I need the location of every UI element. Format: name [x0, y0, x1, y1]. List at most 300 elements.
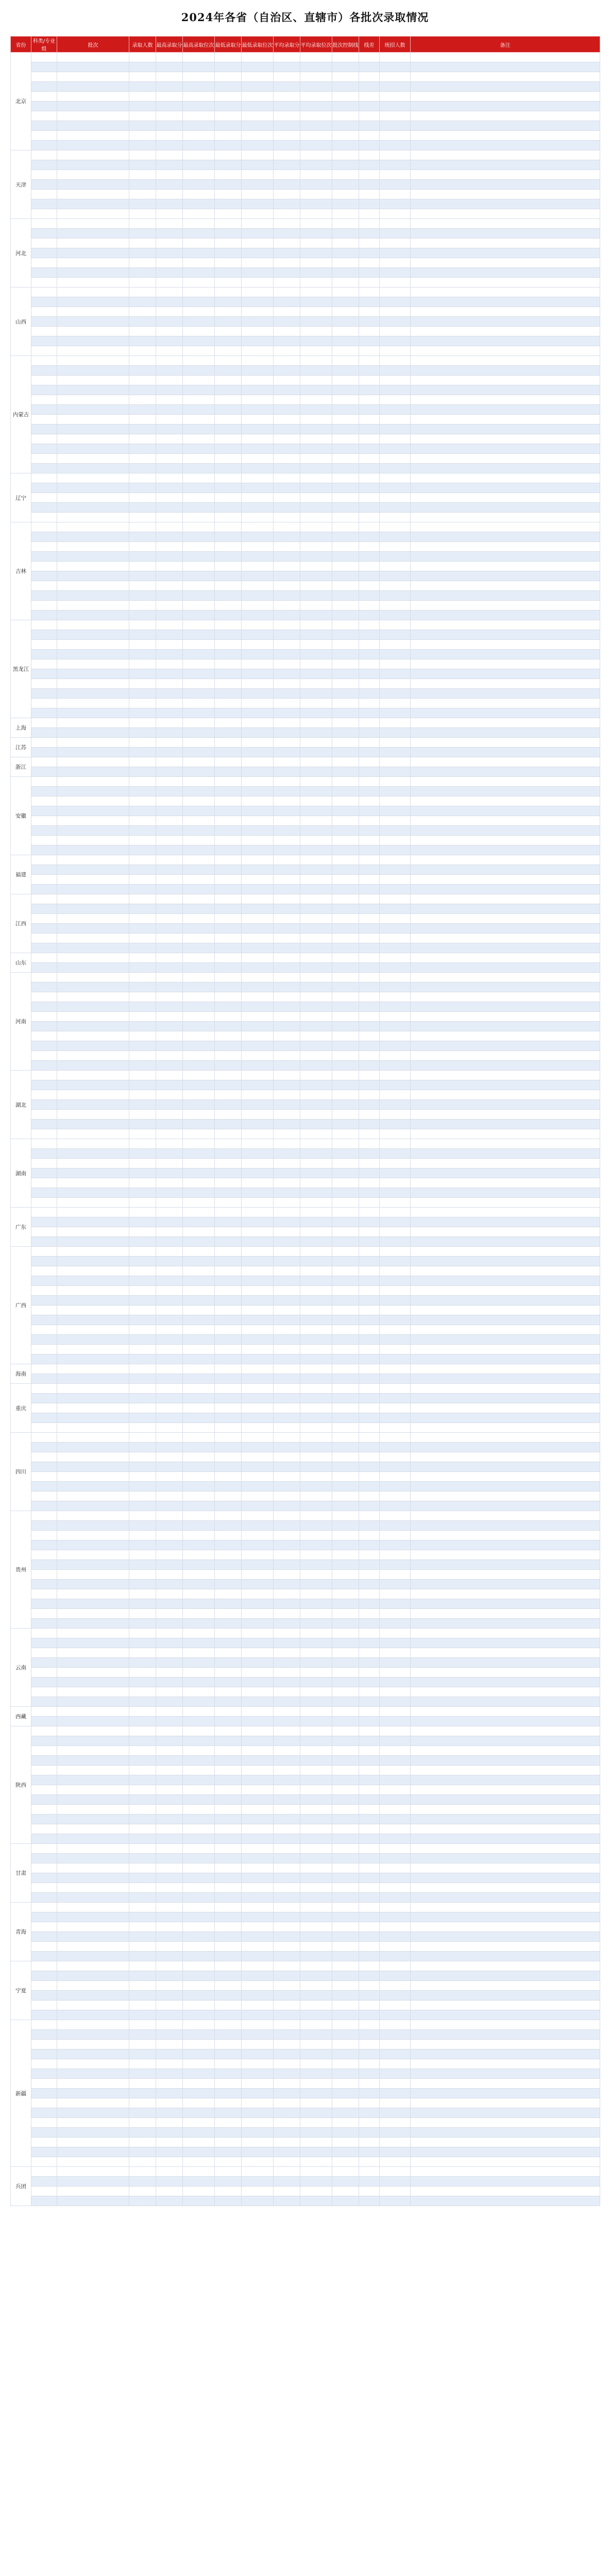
table-cell	[31, 1531, 57, 1540]
table-cell	[57, 796, 129, 806]
table-row	[11, 738, 600, 748]
table-row	[11, 287, 600, 297]
table-cell	[156, 1854, 183, 1863]
table-cell	[156, 1531, 183, 1540]
table-cell	[300, 1766, 332, 1775]
table-cell	[156, 111, 183, 121]
table-cell	[359, 1149, 380, 1159]
table-cell	[215, 111, 242, 121]
table-cell	[411, 219, 600, 229]
table-cell	[156, 640, 183, 650]
table-cell	[57, 855, 129, 865]
table-cell	[183, 1570, 215, 1580]
table-cell	[411, 1648, 600, 1658]
table-cell	[274, 503, 300, 513]
column-header: 线差	[359, 37, 380, 53]
column-header: 备注	[411, 37, 600, 53]
table-cell	[274, 199, 300, 209]
table-cell	[242, 229, 274, 239]
table-cell	[156, 1619, 183, 1629]
table-cell	[183, 777, 215, 787]
table-row	[11, 620, 600, 630]
table-cell	[359, 356, 380, 366]
table-cell	[380, 1756, 411, 1766]
table-cell	[183, 757, 215, 767]
table-cell	[332, 934, 359, 943]
table-cell	[380, 1638, 411, 1648]
table-cell	[380, 1531, 411, 1540]
table-cell	[242, 1423, 274, 1433]
table-cell	[129, 1668, 156, 1677]
table-cell	[215, 894, 242, 904]
table-cell	[332, 1257, 359, 1266]
table-cell	[411, 248, 600, 258]
table-cell	[57, 1031, 129, 1041]
table-cell	[183, 1560, 215, 1570]
table-cell	[57, 708, 129, 718]
table-cell	[242, 865, 274, 875]
table-row	[11, 190, 600, 199]
table-cell	[332, 1824, 359, 1834]
table-cell	[359, 1668, 380, 1677]
table-cell	[57, 1736, 129, 1746]
table-cell	[411, 1766, 600, 1775]
table-cell	[380, 806, 411, 816]
table-cell	[183, 1159, 215, 1168]
table-cell	[274, 219, 300, 229]
table-cell	[380, 1717, 411, 1726]
table-cell	[183, 2020, 215, 2030]
table-cell	[411, 611, 600, 620]
table-cell	[215, 1149, 242, 1159]
table-cell	[380, 2138, 411, 2147]
table-cell	[183, 2069, 215, 2079]
table-cell	[411, 1726, 600, 1736]
table-cell	[156, 1511, 183, 1521]
table-cell	[129, 1991, 156, 2001]
province-cell: 新疆	[11, 2020, 31, 2167]
table-cell	[274, 562, 300, 571]
table-cell	[411, 943, 600, 953]
table-cell	[57, 434, 129, 444]
table-cell	[411, 787, 600, 796]
table-cell	[183, 1482, 215, 1492]
table-row	[11, 1208, 600, 1217]
table-cell	[183, 2059, 215, 2069]
table-cell	[411, 346, 600, 356]
table-cell	[300, 982, 332, 992]
table-row	[11, 875, 600, 885]
table-cell	[359, 150, 380, 160]
table-cell	[332, 1110, 359, 1120]
table-cell	[274, 1100, 300, 1110]
table-cell	[359, 2001, 380, 2010]
table-cell	[129, 865, 156, 875]
table-cell	[57, 1403, 129, 1413]
table-cell	[129, 1717, 156, 1726]
table-cell	[300, 131, 332, 141]
table-cell	[300, 826, 332, 836]
table-cell	[332, 1492, 359, 1501]
table-cell	[242, 239, 274, 248]
table-cell	[57, 1129, 129, 1139]
table-cell	[300, 248, 332, 258]
table-cell	[242, 1403, 274, 1413]
table-cell	[300, 1022, 332, 1031]
table-cell	[57, 1550, 129, 1560]
table-cell	[380, 131, 411, 141]
table-cell	[156, 806, 183, 816]
table-cell	[242, 1100, 274, 1110]
table-cell	[332, 473, 359, 483]
table-row	[11, 1090, 600, 1100]
table-cell	[156, 1687, 183, 1697]
table-cell	[242, 571, 274, 581]
table-cell	[215, 1961, 242, 1971]
table-cell	[380, 1658, 411, 1668]
table-cell	[57, 1071, 129, 1080]
table-cell	[215, 1677, 242, 1687]
table-cell	[274, 689, 300, 699]
table-cell	[31, 356, 57, 366]
table-cell	[57, 483, 129, 493]
table-cell	[300, 1756, 332, 1766]
table-cell	[156, 1090, 183, 1100]
table-cell	[274, 552, 300, 562]
table-cell	[274, 1736, 300, 1746]
table-cell	[274, 1031, 300, 1041]
table-cell	[31, 650, 57, 659]
table-cell	[129, 92, 156, 101]
table-cell	[31, 1071, 57, 1080]
table-cell	[359, 219, 380, 229]
table-cell	[242, 2089, 274, 2098]
table-cell	[300, 1403, 332, 1413]
table-cell	[183, 875, 215, 885]
table-cell	[31, 239, 57, 248]
table-row	[11, 239, 600, 248]
table-cell	[129, 1854, 156, 1863]
table-cell	[57, 748, 129, 757]
table-cell	[359, 1805, 380, 1815]
table-cell	[57, 405, 129, 415]
table-cell	[242, 1824, 274, 1834]
table-cell	[215, 679, 242, 689]
table-cell	[411, 131, 600, 141]
table-cell	[332, 2138, 359, 2147]
table-cell	[359, 1237, 380, 1247]
table-cell	[31, 1315, 57, 1325]
table-cell	[274, 2187, 300, 2196]
table-cell	[31, 1991, 57, 2001]
table-cell	[156, 659, 183, 669]
table-cell	[156, 2098, 183, 2108]
table-cell	[332, 229, 359, 239]
table-cell	[156, 562, 183, 571]
table-cell	[300, 1834, 332, 1844]
table-cell	[129, 2118, 156, 2128]
table-cell	[332, 1609, 359, 1619]
table-cell	[31, 1227, 57, 1237]
table-cell	[332, 1384, 359, 1394]
table-cell	[183, 1952, 215, 1961]
table-cell	[215, 1198, 242, 1208]
table-cell	[156, 1824, 183, 1834]
table-cell	[183, 816, 215, 826]
table-cell	[156, 434, 183, 444]
table-cell	[31, 62, 57, 72]
table-cell	[380, 875, 411, 885]
table-cell	[359, 160, 380, 170]
table-cell	[332, 1061, 359, 1071]
table-row	[11, 581, 600, 591]
table-cell	[215, 1237, 242, 1247]
table-cell	[359, 2020, 380, 2030]
table-cell	[215, 1071, 242, 1080]
table-cell	[215, 1746, 242, 1756]
table-cell	[332, 1345, 359, 1354]
table-cell	[332, 1775, 359, 1785]
table-row	[11, 1873, 600, 1883]
table-cell	[242, 219, 274, 229]
table-cell	[57, 2001, 129, 2010]
table-cell	[57, 1306, 129, 1315]
table-cell	[129, 1247, 156, 1257]
table-cell	[183, 1815, 215, 1824]
table-cell	[57, 571, 129, 581]
table-cell	[380, 1961, 411, 1971]
table-cell	[300, 2187, 332, 2196]
table-cell	[380, 1354, 411, 1364]
table-cell	[242, 1031, 274, 1041]
table-cell	[300, 1237, 332, 1247]
table-cell	[242, 1002, 274, 1012]
table-cell	[332, 317, 359, 327]
table-cell	[129, 454, 156, 464]
table-cell	[380, 963, 411, 973]
table-cell	[129, 180, 156, 190]
table-cell	[359, 1677, 380, 1687]
table-cell	[215, 1834, 242, 1844]
table-cell	[215, 571, 242, 581]
table-cell	[380, 2167, 411, 2177]
table-cell	[274, 1501, 300, 1511]
table-cell	[156, 953, 183, 963]
table-cell	[332, 1570, 359, 1580]
table-cell	[411, 473, 600, 483]
table-cell	[242, 875, 274, 885]
table-cell	[57, 1942, 129, 1952]
table-cell	[274, 2098, 300, 2108]
table-cell	[183, 1149, 215, 1159]
table-cell	[31, 1893, 57, 1903]
table-cell	[300, 1521, 332, 1531]
table-cell	[359, 1726, 380, 1736]
table-cell	[274, 875, 300, 885]
table-cell	[411, 268, 600, 278]
table-cell	[57, 1775, 129, 1785]
table-row	[11, 1354, 600, 1364]
table-cell	[411, 111, 600, 121]
table-cell	[215, 1482, 242, 1492]
table-cell	[156, 366, 183, 376]
table-cell	[242, 1149, 274, 1159]
table-cell	[332, 1149, 359, 1159]
table-cell	[411, 875, 600, 885]
table-cell	[215, 199, 242, 209]
table-cell	[300, 718, 332, 728]
table-cell	[300, 836, 332, 845]
table-cell	[359, 1629, 380, 1638]
table-cell	[215, 1257, 242, 1266]
table-cell	[31, 1325, 57, 1335]
table-cell	[411, 708, 600, 718]
table-cell	[300, 376, 332, 385]
table-cell	[215, 904, 242, 914]
table-cell	[242, 1061, 274, 1071]
table-cell	[129, 1609, 156, 1619]
table-cell	[31, 679, 57, 689]
table-cell	[274, 483, 300, 493]
table-cell	[215, 1413, 242, 1423]
table-cell	[57, 738, 129, 748]
table-cell	[332, 1942, 359, 1952]
table-cell	[242, 934, 274, 943]
column-header: 科类/专业组	[31, 37, 57, 53]
table-cell	[183, 953, 215, 963]
table-cell	[215, 1844, 242, 1854]
table-cell	[411, 777, 600, 787]
table-cell	[57, 757, 129, 767]
table-cell	[274, 1912, 300, 1922]
table-cell	[129, 2079, 156, 2089]
table-cell	[183, 1717, 215, 1726]
table-cell	[215, 1795, 242, 1805]
table-cell	[215, 757, 242, 767]
table-cell	[31, 1824, 57, 1834]
table-cell	[411, 199, 600, 209]
table-cell	[129, 1354, 156, 1364]
table-cell	[359, 1227, 380, 1237]
table-cell	[332, 111, 359, 121]
table-cell	[57, 425, 129, 434]
table-cell	[183, 2098, 215, 2108]
table-cell	[242, 904, 274, 914]
table-cell	[156, 1472, 183, 1482]
table-cell	[359, 366, 380, 376]
table-cell	[411, 1354, 600, 1364]
table-cell	[242, 1071, 274, 1080]
table-cell	[215, 1942, 242, 1952]
table-cell	[57, 1893, 129, 1903]
table-cell	[156, 1560, 183, 1570]
table-cell	[359, 1746, 380, 1756]
table-cell	[129, 1648, 156, 1658]
table-cell	[129, 317, 156, 327]
table-cell	[129, 2187, 156, 2196]
table-cell	[57, 1061, 129, 1071]
table-cell	[359, 1462, 380, 1472]
table-cell	[242, 777, 274, 787]
table-cell	[183, 385, 215, 395]
table-row	[11, 1707, 600, 1717]
table-cell	[129, 943, 156, 953]
table-cell	[215, 239, 242, 248]
table-cell	[242, 1619, 274, 1629]
table-cell	[300, 1942, 332, 1952]
table-cell	[129, 1492, 156, 1501]
table-row	[11, 317, 600, 327]
table-cell	[332, 1854, 359, 1863]
table-cell	[359, 1638, 380, 1648]
table-cell	[242, 1903, 274, 1912]
table-cell	[129, 121, 156, 131]
table-cell	[215, 209, 242, 219]
table-cell	[183, 1677, 215, 1687]
table-cell	[156, 757, 183, 767]
table-cell	[129, 1903, 156, 1912]
table-cell	[300, 366, 332, 376]
table-cell	[31, 72, 57, 82]
table-cell	[215, 1041, 242, 1051]
table-cell	[411, 679, 600, 689]
table-cell	[156, 650, 183, 659]
table-cell	[129, 611, 156, 620]
table-cell	[380, 1149, 411, 1159]
table-cell	[359, 513, 380, 522]
table-cell	[129, 434, 156, 444]
table-cell	[156, 376, 183, 385]
table-cell	[183, 248, 215, 258]
table-cell	[57, 1100, 129, 1110]
table-cell	[300, 1276, 332, 1286]
province-cell: 黑龙江	[11, 620, 31, 718]
table-cell	[242, 1531, 274, 1540]
table-cell	[183, 1296, 215, 1306]
table-cell	[183, 2196, 215, 2206]
table-cell	[57, 1090, 129, 1100]
table-row	[11, 1501, 600, 1511]
table-cell	[274, 1550, 300, 1560]
table-cell	[332, 532, 359, 542]
table-row	[11, 699, 600, 708]
table-cell	[380, 1188, 411, 1198]
table-cell	[274, 1883, 300, 1893]
table-cell	[359, 738, 380, 748]
table-cell	[300, 2040, 332, 2049]
table-cell	[215, 1726, 242, 1736]
table-row	[11, 806, 600, 816]
table-cell	[215, 1658, 242, 1668]
table-row	[11, 1687, 600, 1697]
table-row	[11, 1120, 600, 1129]
table-cell	[215, 1061, 242, 1071]
table-cell	[332, 591, 359, 601]
table-cell	[242, 855, 274, 865]
table-cell	[411, 806, 600, 816]
table-cell	[242, 1462, 274, 1472]
table-cell	[156, 1648, 183, 1658]
table-cell	[242, 1805, 274, 1815]
table-cell	[380, 1443, 411, 1452]
table-cell	[242, 1932, 274, 1942]
table-cell	[242, 150, 274, 160]
table-cell	[215, 278, 242, 287]
table-cell	[183, 1227, 215, 1237]
table-cell	[156, 356, 183, 366]
table-cell	[31, 1217, 57, 1227]
table-row	[11, 1374, 600, 1384]
